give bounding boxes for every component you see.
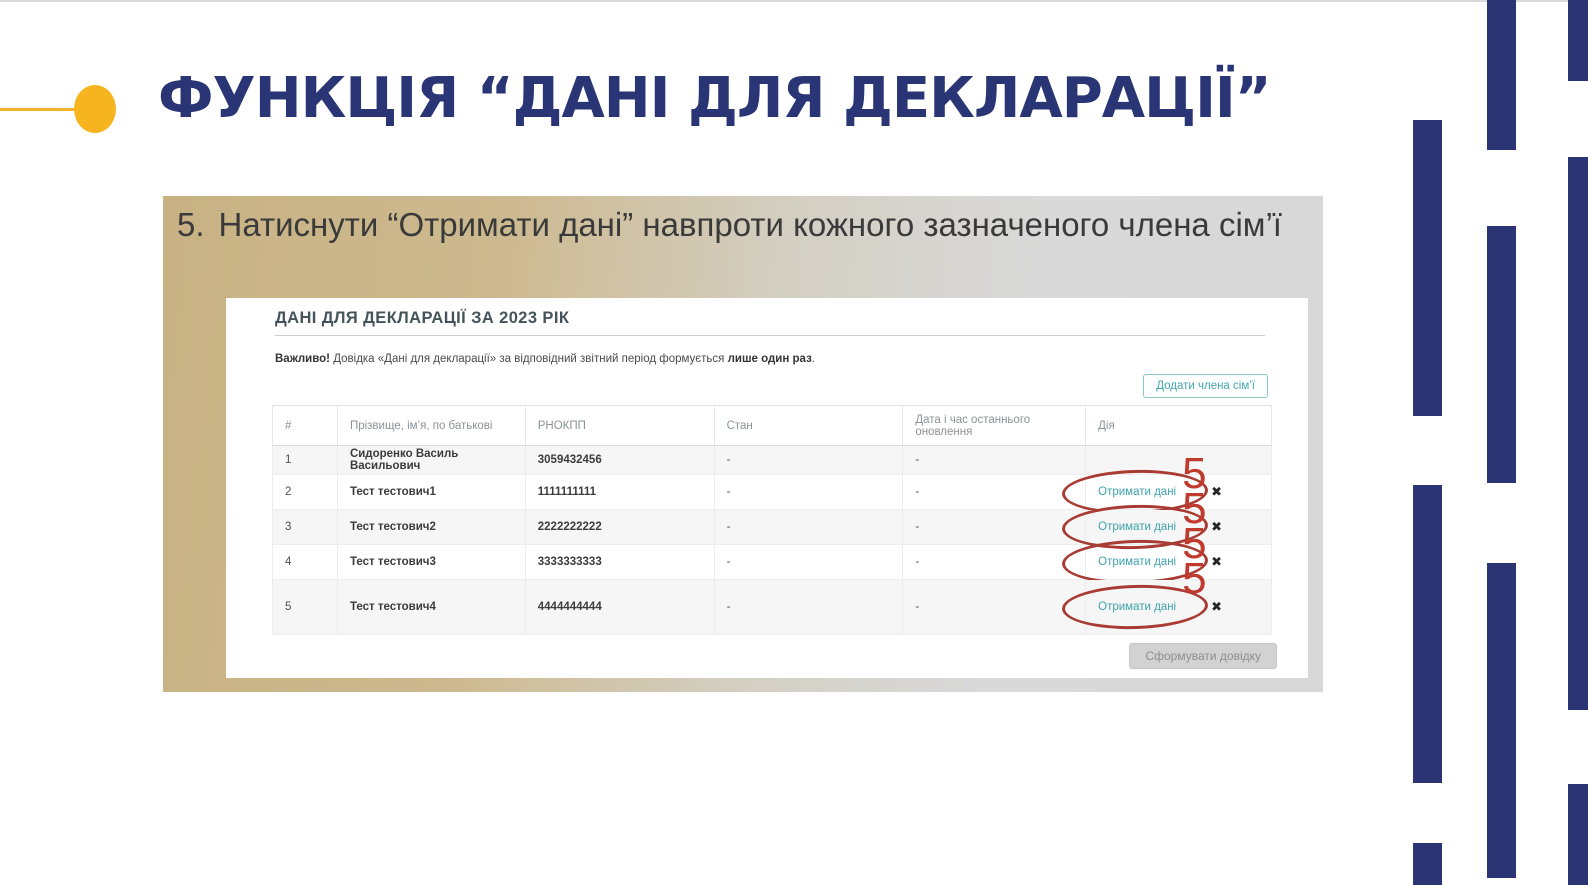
cell-state: -: [714, 510, 903, 545]
important-note: [275, 353, 815, 365]
screenshot-frame: [163, 196, 1323, 692]
cell-name: Тест тестович3: [337, 545, 525, 580]
cell-action: [1086, 449, 1272, 510]
cell-action: [1086, 484, 1272, 545]
delete-member-icon[interactable]: ✖: [1211, 519, 1223, 534]
col-action: Дія: [1086, 406, 1272, 446]
cell-action: [1086, 519, 1272, 580]
title-accent-line: [0, 108, 78, 111]
col-rnokpp: РНОКПП: [525, 406, 714, 446]
add-family-member-button[interactable]: Додати члена сім’ї: [1143, 374, 1268, 398]
delete-member-icon[interactable]: ✖: [1211, 484, 1223, 499]
cell-num: 5: [273, 580, 338, 635]
cell-updated: -: [903, 446, 1086, 475]
table-row: [273, 446, 1272, 475]
cell-name: Тест тестович4: [337, 580, 525, 635]
decor-bar: [1487, 226, 1516, 483]
generate-certificate-button[interactable]: Сформувати довідку: [1129, 643, 1277, 669]
cell-num: 3: [273, 510, 338, 545]
cell-action: [1086, 446, 1272, 475]
step-text: Натиснути “Отримати дані” навпроти кожного зазначеного члена сім’ї: [218, 206, 1282, 243]
col-name: Прізвище, ім’я, по батькові: [337, 406, 525, 446]
cell-rnokpp: 3059432456: [525, 446, 714, 475]
cell-action: [1086, 554, 1272, 635]
cell-updated: -: [903, 510, 1086, 545]
delete-member-icon[interactable]: ✖: [1211, 554, 1223, 569]
delete-member-icon[interactable]: ✖: [1211, 599, 1223, 614]
get-data-link[interactable]: Отримати дані: [1098, 486, 1177, 498]
step-number: 5.: [177, 206, 205, 243]
decor-bar: [1487, 0, 1516, 150]
cell-state: -: [714, 580, 903, 635]
cell-updated: -: [903, 545, 1086, 580]
handwritten-5-annotation: 5: [1182, 484, 1207, 533]
decor-bar: [1413, 120, 1442, 416]
table-row: [273, 475, 1272, 510]
table-row: [273, 510, 1272, 545]
get-data-link[interactable]: Отримати дані: [1098, 556, 1177, 568]
cell-num: 1: [273, 446, 338, 475]
cell-num: 2: [273, 475, 338, 510]
get-data-link[interactable]: Отримати дані: [1098, 521, 1177, 533]
decor-bar: [1568, 157, 1588, 710]
table-row: [273, 580, 1272, 635]
note-important-label: Важливо!: [275, 353, 331, 365]
cell-rnokpp: 1111111111: [525, 475, 714, 510]
table-header-row: [273, 406, 1272, 446]
step-instruction: [177, 202, 1312, 248]
family-members-table: [272, 405, 1272, 635]
note-text: Довідка «Дані для декларації» за відповідний звітний період формується: [330, 353, 728, 365]
panel-heading: ДАНІ ДЛЯ ДЕКЛАРАЦІЇ ЗА 2023 РІК: [275, 309, 570, 327]
cell-num: 4: [273, 545, 338, 580]
declaration-panel: [226, 298, 1308, 678]
cell-rnokpp: 3333333333: [525, 545, 714, 580]
page-title: ФУНКЦІЯ “ДАНІ ДЛЯ ДЕКЛАРАЦІЇ”: [158, 66, 1271, 131]
cell-state: -: [714, 545, 903, 580]
col-num: #: [273, 406, 338, 446]
cell-name: Тест тестович1: [337, 475, 525, 510]
decor-bar: [1413, 843, 1442, 885]
divider: [275, 335, 1265, 336]
decor-bar: [1413, 485, 1442, 783]
cell-state: -: [714, 475, 903, 510]
decor-bar: [1568, 784, 1588, 885]
cell-state: -: [714, 446, 903, 475]
handwritten-5-annotation: 5: [1182, 554, 1207, 603]
cell-name: Тест тестович2: [337, 510, 525, 545]
top-border-line: [0, 0, 1588, 2]
handwritten-5-annotation: 5: [1182, 519, 1207, 568]
cell-rnokpp: 2222222222: [525, 510, 714, 545]
note-emphasis: лише один раз: [727, 353, 812, 365]
bullet-dot-icon: [74, 85, 116, 133]
col-state: Стан: [714, 406, 903, 446]
cell-updated: -: [903, 475, 1086, 510]
cell-name: Сидоренко Василь Васильович: [337, 446, 525, 475]
cell-updated: -: [903, 580, 1086, 635]
decor-bar: [1487, 563, 1516, 878]
col-updated: Дата і час останнього оновлення: [903, 406, 1086, 446]
note-period: .: [811, 353, 815, 365]
table-row: [273, 545, 1272, 580]
decor-bar: [1568, 0, 1588, 81]
get-data-link[interactable]: Отримати дані: [1098, 601, 1177, 613]
handwritten-5-annotation: 5: [1182, 449, 1207, 498]
cell-rnokpp: 4444444444: [525, 580, 714, 635]
